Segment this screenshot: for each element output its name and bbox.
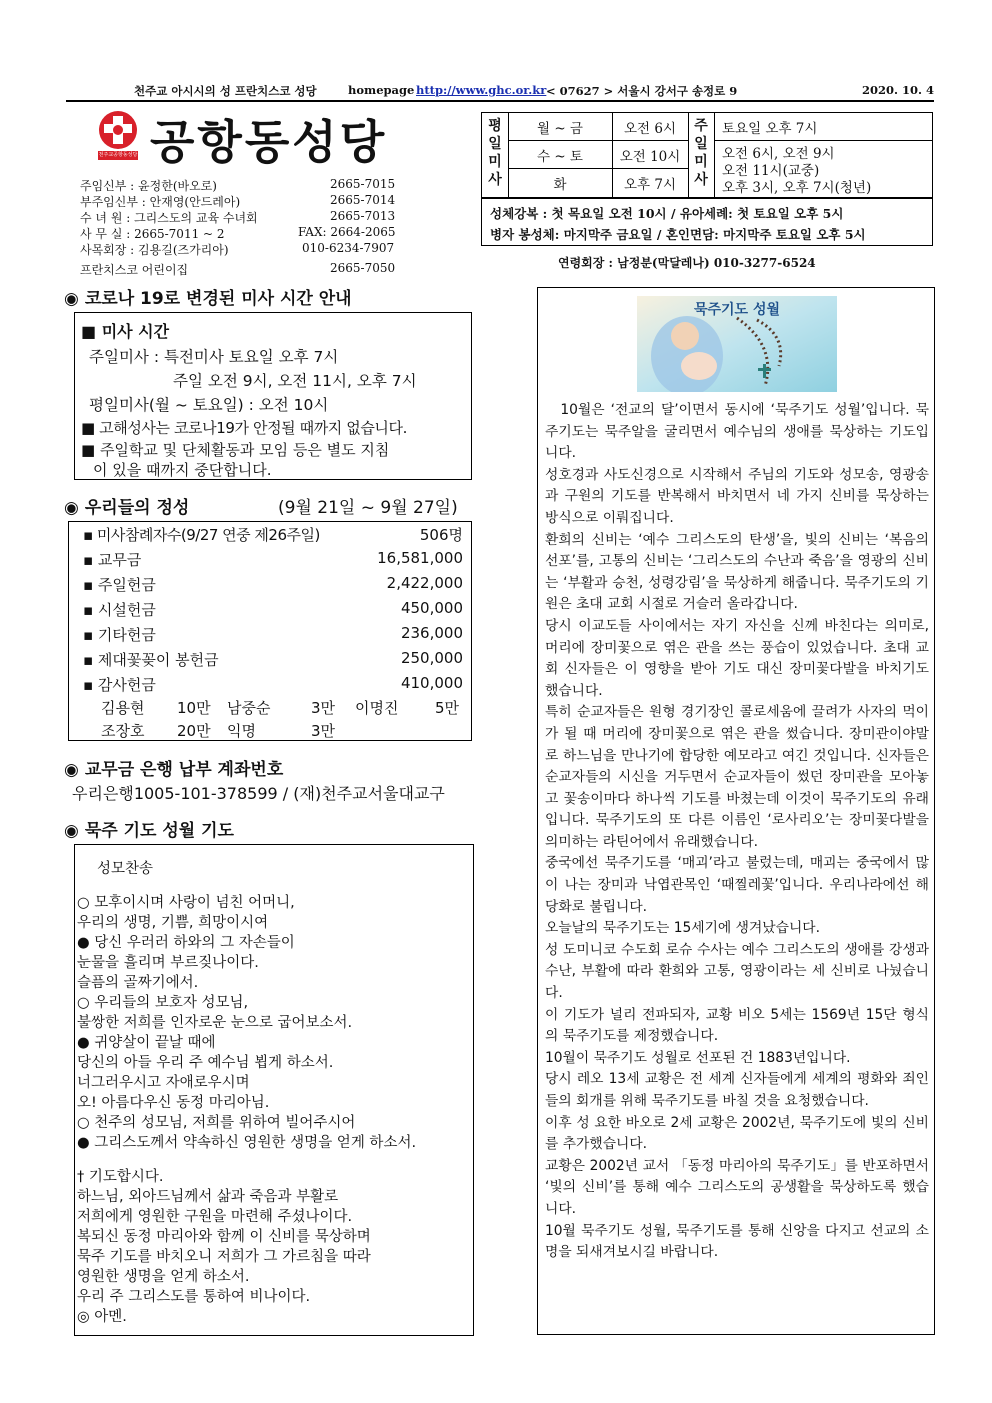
prayer-line: 우리의 생명, 기쁨, 희망이시여 [77, 915, 269, 931]
box-title: ■ 미사 시간 [81, 322, 170, 341]
closing-line: ◎ 아멘. [77, 1309, 127, 1325]
parish-name: 천주교 아시시의 성 프란치스코 성당 [134, 84, 317, 98]
prayer-line: 너그러우시고 자애로우시며 [77, 1075, 250, 1091]
section-heading-prayer: ◉ 묵주 기도 성월 기도 [64, 821, 234, 841]
homepage-label: homepage [348, 83, 415, 97]
offering-row: ▪ 주일헌금 2,422,000 [83, 574, 463, 594]
prayer-line: ○ 천주의 성모님, 저희를 위하여 빌어주시어 [77, 1115, 356, 1131]
rosary-illustration [637, 296, 837, 392]
address: < 07627 > 서울시 강서구 송정로 9 [546, 84, 738, 98]
logo-caption: 천주교공항동성당 [98, 152, 138, 158]
article-paragraph: 교황은 2002년 교서 「동정 마리아의 묵주기도」를 반포하면서 ‘빛의 신비’를 통해 예수 그리스도의 공생활을 묵상하도록 했습니다. [545, 1157, 929, 1217]
weekday-day: 월 ~ 금 [537, 121, 583, 137]
covid-line: 주일미사 : 특전미사 토요일 오후 7시 [89, 348, 339, 366]
staff-row: 사목회장 : 김용길(즈가리아) 010-6234-7907 [80, 241, 395, 257]
donor-amount: 10만 [177, 699, 211, 717]
parish-logo [96, 110, 140, 162]
prayer-line: 오! 아름다우신 동정 마리아님. [77, 1095, 270, 1111]
section-heading-offering: ◉ 우리들의 정성 [64, 498, 190, 518]
article-body [545, 400, 929, 1264]
page-title: 공항동성당 [150, 115, 388, 169]
sacrament-line: 성체강복 : 첫 목요일 오전 10시 / 유아세례: 첫 토요일 오후 5시 [490, 206, 844, 221]
article-paragraph: 성 도미니코 수도회 로슈 수사는 예수 그리스도의 생애를 강생과 수난, 부활에 따라 환희와 고통, 영광이라는 세 신비로 나눴습니다. [545, 941, 929, 1002]
weekday-time: 오후 7시 [623, 177, 676, 193]
sunday-time: 오전 11시(교중) [722, 163, 820, 179]
sunday-time: 오전 6시, 오전 9시 [722, 146, 835, 162]
staff-row: 수 녀 원 : 그리스도의 교육 수녀회 2665-7013 [80, 209, 396, 225]
article-paragraph: 이후 성 요한 바오로 2세 교황은 2002년, 묵주기도에 빛의 신비를 추가했습니다. [545, 1114, 929, 1153]
article-paragraph: 성호경과 사도신경으로 시작해서 주님의 기도와 성모송, 영광송과 구원의 기도를 반복해서 바치면서 네 가지 신비를 묵상하는 방식으로 이뤄집니다. [545, 466, 929, 526]
closing-line: 저희에게 영원한 구원을 마련해 주셨나이다. [77, 1209, 353, 1225]
staff-row: 사 무 실 : 2665-7011 ~ 2 FAX: 2664-2065 [80, 225, 396, 241]
prayer-line: ● 그리스도께서 약속하신 영원한 생명을 얻게 하소서. [77, 1135, 417, 1151]
covid-line: ■ 주일학교 및 단체활동과 모임 등은 별도 지침 [81, 441, 390, 459]
closing-line: 우리 주 그리스도를 통하여 비나이다. [77, 1289, 311, 1305]
sunday-time: 토요일 오후 7시 [722, 121, 818, 137]
sunday-time: 오후 3시, 오후 7시(청년) [722, 180, 872, 196]
weekday-day: 화 [553, 177, 567, 193]
top-info-bar [66, 82, 934, 102]
prayer-line: 불쌍한 저희를 인자로운 눈으로 굽어보소서. [77, 1015, 353, 1031]
donor-name: 이명진 [355, 699, 399, 717]
donor-amount: 3만 [311, 699, 336, 717]
article-paragraph: 10월 묵주기도 성월, 묵주기도를 통해 신앙을 다지고 선교의 소명을 되새겨보시길 바랍니다. [545, 1222, 929, 1261]
offering-row: ▪ 제대꽃꽂이 봉헌금 250,000 [83, 649, 463, 669]
closing-line: 복되신 동정 마리아와 함께 이 신비를 묵상하며 [77, 1229, 371, 1245]
prayer-line: 눈물을 흘리며 부르짖나이다. [77, 955, 259, 971]
offering-row: ▪ 기타헌금 236,000 [83, 624, 463, 644]
donor-name: 남중순 [227, 699, 271, 717]
article-paragraph: 환희의 신비는 ‘예수 그리스도의 탄생’을, 빛의 신비는 ‘복음의 선포’를, 고통의 신비는 ‘그리스도의 수난과 죽음’을 영광의 신비는 ‘부활과 승천, 성령강림’을 묵상하게 해줍니다. 묵주기도의 기원은 초대 교회 시절로 거슬러 올라갑니다. [545, 531, 929, 613]
prayer-line: 당신의 아들 우리 주 예수님 뵙게 하소서. [77, 1055, 334, 1071]
target-bullet-icon: ◉ [64, 498, 79, 518]
issue-date: 2020. 10. 4 [862, 83, 935, 97]
donor-amount: 20만 [177, 722, 211, 740]
staff-row: 주임신부 : 윤정한(바오로) 2665-7015 [80, 177, 396, 193]
prayer-line: ○ 모후이시며 사랑이 넘친 어머니, [77, 895, 295, 911]
offering-row: ▪ 미사참례자수(9/27 연중 제26주일) 506명 [83, 526, 463, 544]
donor-amount: 3만 [311, 722, 336, 740]
offering-period: (9월 21일 ~ 9월 27일) [278, 498, 458, 518]
image-caption: 묵주기도 성월 [693, 302, 781, 318]
weekday-day: 수 ~ 토 [537, 149, 583, 165]
target-bullet-icon: ◉ [64, 289, 79, 309]
bank-account: 우리은행1005-101-378599 / (재)천주교서울대교구 [72, 784, 445, 803]
article-paragraph: 이 기도가 널리 전파되자, 교황 비오 5세는 1569년 15단 형식의 묵주기도를 제정했습니다. [545, 1006, 929, 1045]
covid-line: 주일 오전 9시, 오전 11시, 오후 7시 [173, 372, 417, 390]
article-paragraph: 중국에선 묵주기도를 ‘매괴’라고 불렀는데, 매괴는 중국에서 많이 나는 장미과 낙엽관목인 ‘때찔레꽃’입니다. 우리나라에선 해당화로 불립니다. [545, 855, 929, 915]
staff-row: 프란치스코 어린이집 2665-7050 [80, 261, 396, 277]
closing-line: 하느님, 외아드님께서 삶과 죽음과 부활로 [77, 1189, 339, 1205]
prayer-line: ● 당신 우러러 하와의 그 자손들이 [77, 935, 295, 951]
funeral-committee-president: 연령회장 : 남정분(막달레나) 010-3277-6524 [558, 256, 816, 270]
donor-name: 김용현 [101, 699, 145, 717]
article-paragraph: 당시 레오 13세 교황은 전 세계 신자들에게 세계의 평화와 죄인들의 회개를 위해 묵주기도를 바칠 것을 요청했습니다. [545, 1071, 929, 1109]
staff-row: 부주임신부 : 안재영(안드레아) 2665-7014 [80, 193, 396, 209]
covid-line: 이 있을 때까지 중단합니다. [93, 461, 272, 479]
closing-line: † 기도합시다. [77, 1169, 164, 1185]
target-bullet-icon: ◉ [64, 760, 79, 780]
donor-amount: 5만 [435, 699, 460, 717]
offering-row: ▪ 교무금 16,581,000 [83, 549, 463, 569]
section-heading-covid: ◉ 코로나 19로 변경된 미사 시간 안내 [64, 289, 352, 309]
donor-name: 조장호 [101, 722, 145, 740]
offering-box [68, 521, 472, 741]
prayer-box [74, 844, 474, 1336]
homepage-link[interactable]: http://www.ghc.or.kr [416, 83, 547, 97]
offering-row: ▪ 시설헌금 450,000 [83, 599, 463, 619]
article-paragraph: 특히 순교자들은 원형 경기장인 콜로세움에 끌려가 사자의 먹이가 될 때 머리에 장미꽃으로 엮은 관을 썼습니다. 장미관이야말로 하느님을 만나기에 합당한 예모라고 여긴 것입니다. 신자들은 순교자들의 시신을 거두면서 순교자들이 썼던 장미관을 모아놓고 꽃송이마다 하나씩 기도를 바쳤는데 이것이 묵주기도의 유래입니다. 묵주기도의 또 다른 이름인 ‘로사리오’는 장미꽃다발을 의미하는 라틴어에서 유래했습니다. [545, 704, 929, 850]
staff-directory [80, 177, 400, 277]
covid-line: ■ 고해성사는 코로나19가 안정될 때까지 없습니다. [81, 419, 407, 437]
covid-mass-box [74, 312, 472, 480]
weekday-mass-label: 평일미사 [488, 118, 502, 188]
closing-line: 묵주 기도를 바치오니 저희가 그 가르침을 따라 [77, 1249, 371, 1265]
section-heading-bank: ◉ 교무금 은행 납부 계좌번호 [64, 760, 284, 780]
article-paragraph: 10월이 묵주기도 성월로 선포된 건 1883년입니다. [545, 1049, 851, 1066]
target-bullet-icon: ◉ [64, 821, 79, 841]
weekday-time: 오전 10시 [619, 149, 681, 165]
prayer-line: 슬픔의 골짜기에서. [77, 975, 199, 991]
article-paragraph: 10월은 ‘전교의 달’이면서 동시에 ‘묵주기도 성월’입니다. 묵주기도는 묵주알을 굴리면서 예수님의 생애를 묵상하는 기도입니다. [545, 402, 929, 462]
sacrament-line: 병자 봉성체: 마지막주 금요일 / 혼인면담: 마지막주 토요일 오후 5시 [490, 227, 866, 242]
sacraments-box [481, 198, 933, 246]
prayer-line: ● 귀양살이 끝날 때에 [77, 1035, 216, 1051]
weekday-time: 오전 6시 [623, 121, 676, 137]
offering-row: ▪ 감사헌금 410,000 [83, 674, 463, 694]
article-paragraph: 당시 이교도들 사이에서는 자기 자신을 신께 바친다는 의미로, 머리에 장미꽃으로 엮은 관을 쓰는 풍습이 있었습니다. 초대 교회 신자들은 이 영향을 받아 기도 대신 장미꽃다발을 바치기도 했습니다. [545, 617, 929, 699]
prayer-line: ○ 우리들의 보호자 성모님, [77, 995, 249, 1011]
mass-schedule-table [481, 112, 933, 198]
article-paragraph: 오늘날의 묵주기도는 15세기에 생겨났습니다. [545, 920, 820, 937]
covid-line: 평일미사(월 ~ 토요일) : 오전 10시 [89, 396, 329, 414]
sunday-mass-label: 주일미사 [694, 118, 708, 188]
closing-line: 영원한 생명을 얻게 하소서. [77, 1269, 250, 1285]
rosary-article [537, 287, 935, 1335]
hymn-title: 성모찬송 [97, 861, 154, 877]
donor-name: 익명 [227, 722, 256, 740]
